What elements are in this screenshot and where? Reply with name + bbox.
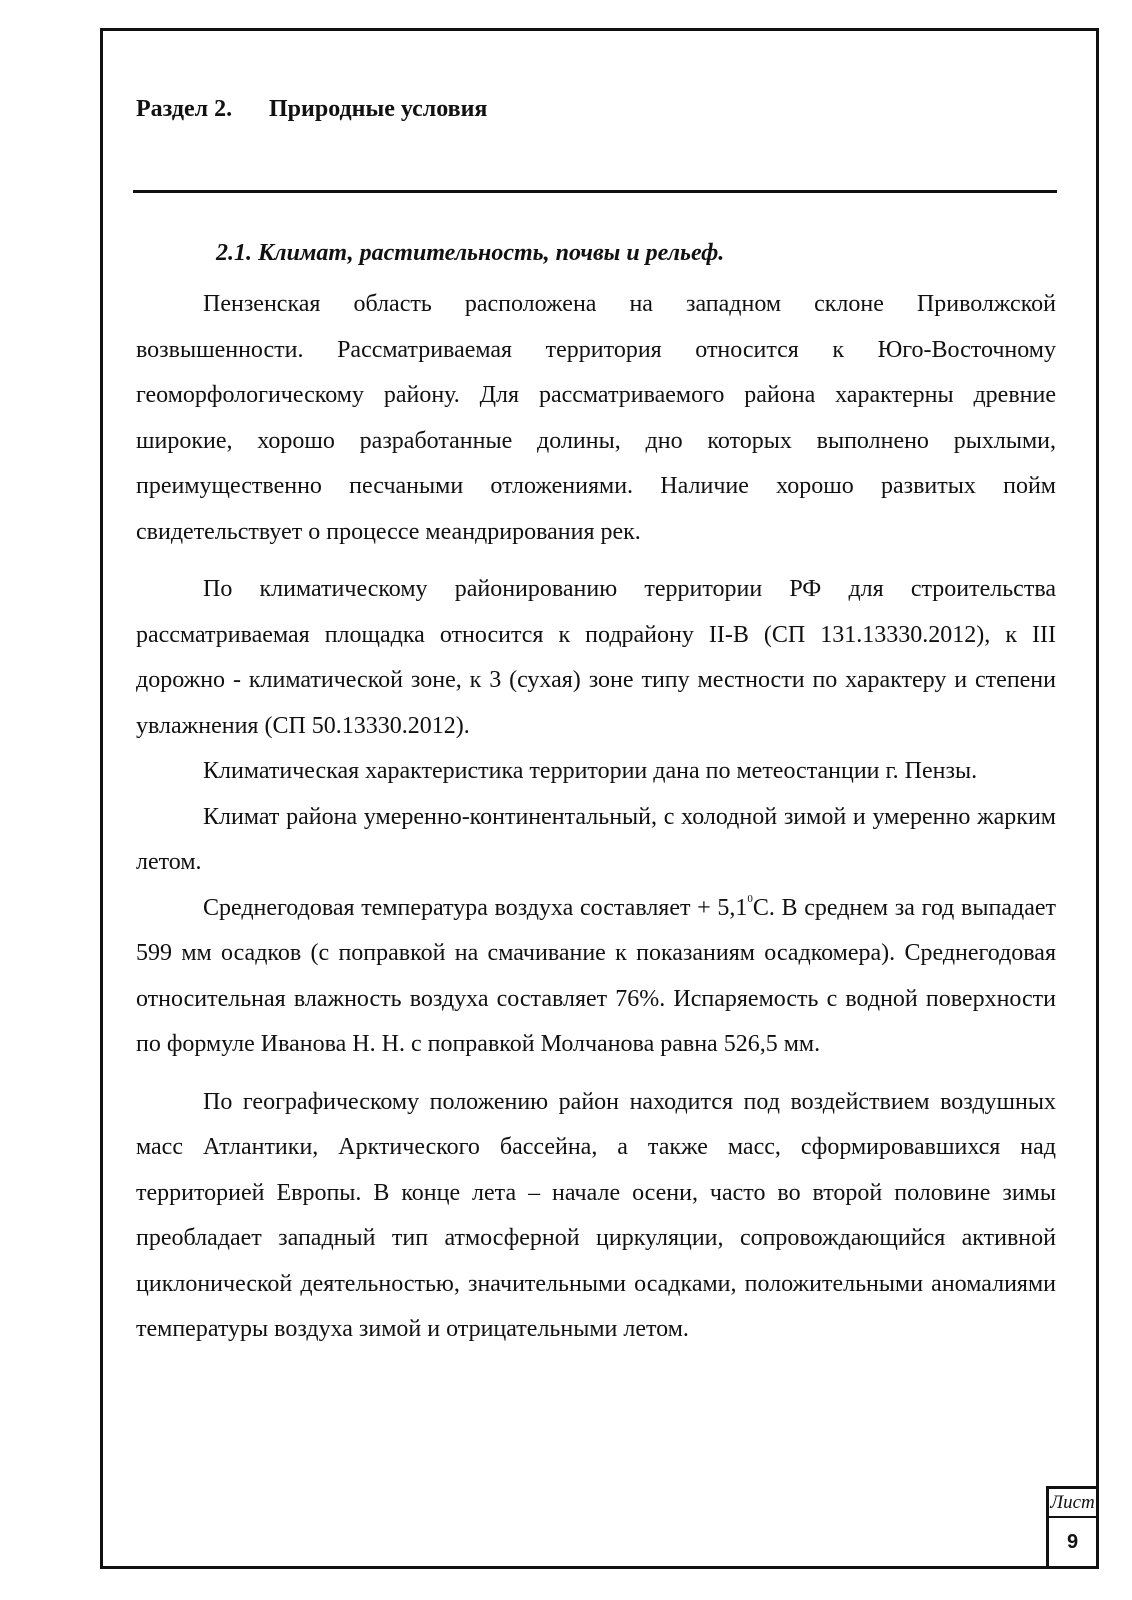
paragraph-relief: Пензенская область расположена на западном склоне Приволжской возвышенности. Рассматриваемая территория относится к Юго-Восточному геоморфологическому району. Для рассматриваемого района характерны древние широкие, хорошо разработанные долины, дно которых выполнено рыхлыми, преимущественно песчаными отложениями. Наличие хорошо развитых пойм свидетельствует о процессе меандрирования рек.: [136, 291, 1056, 545]
header-divider: [133, 190, 1057, 193]
paragraph-climate-zoning: По климатическому районированию территории РФ для строительства рассматриваемая площадка относится к подрайону II-В (СП 131.13330.2012), к III дорожно - климатической зоне, к 3 (сухая) зоне типу местности по характеру и степени увлажнения (СП 50.13330.2012).: [136, 576, 1056, 739]
sheet-stamp: [1046, 1486, 1099, 1569]
paragraph-air-masses: По географическому положению район находится под воздействием воздушных масс Атлантики, Арктического бассейна, а также масс, сформировавшихся над территорией Европы. В конце лета – начале осени, часто во второй половине зимы преобладает западный тип атмосферной циркуляции, сопровождающийся активной циклонической деятельностью, значительными осадками, положительными аномалиями температуры воздуха зимой и отрицательными летом.: [136, 1088, 1056, 1342]
paragraph-climate-type: Климат района умеренно-континентальный, с холодной зимой и умеренно жарким летом.: [136, 803, 1056, 875]
subsection-title: 2.1. Климат, растительность, почвы и рельеф.: [216, 240, 725, 266]
sheet-number: 9: [1066, 1531, 1079, 1553]
sheet-label: Лист: [1049, 1489, 1096, 1518]
paragraph-weather-station: Климатическая характеристика территории дана по метеостанции г. Пензы.: [203, 758, 978, 784]
section-title: Природные условия: [269, 96, 488, 122]
paragraph-temperature: [136, 886, 1056, 1068]
body-text: [136, 282, 1056, 1353]
temperature-text-end: С. В среднем за год выпадает 599 мм осадков (с поправкой на смачивание к показаниям осадкомера). Среднегодовая относительная влажность воздуха составляет 76%. Испаряемость с водной поверхности по формуле Иванова Н. Н. с поправкой Молчанова равна 526,5 мм.: [136, 894, 1056, 1057]
section-number: Раздел 2.: [136, 96, 233, 122]
temperature-text-start: Среднегодовая температура воздуха составляет + 5,1: [203, 894, 748, 921]
degree-superscript: 0: [747, 892, 753, 905]
section-header: [136, 96, 487, 123]
